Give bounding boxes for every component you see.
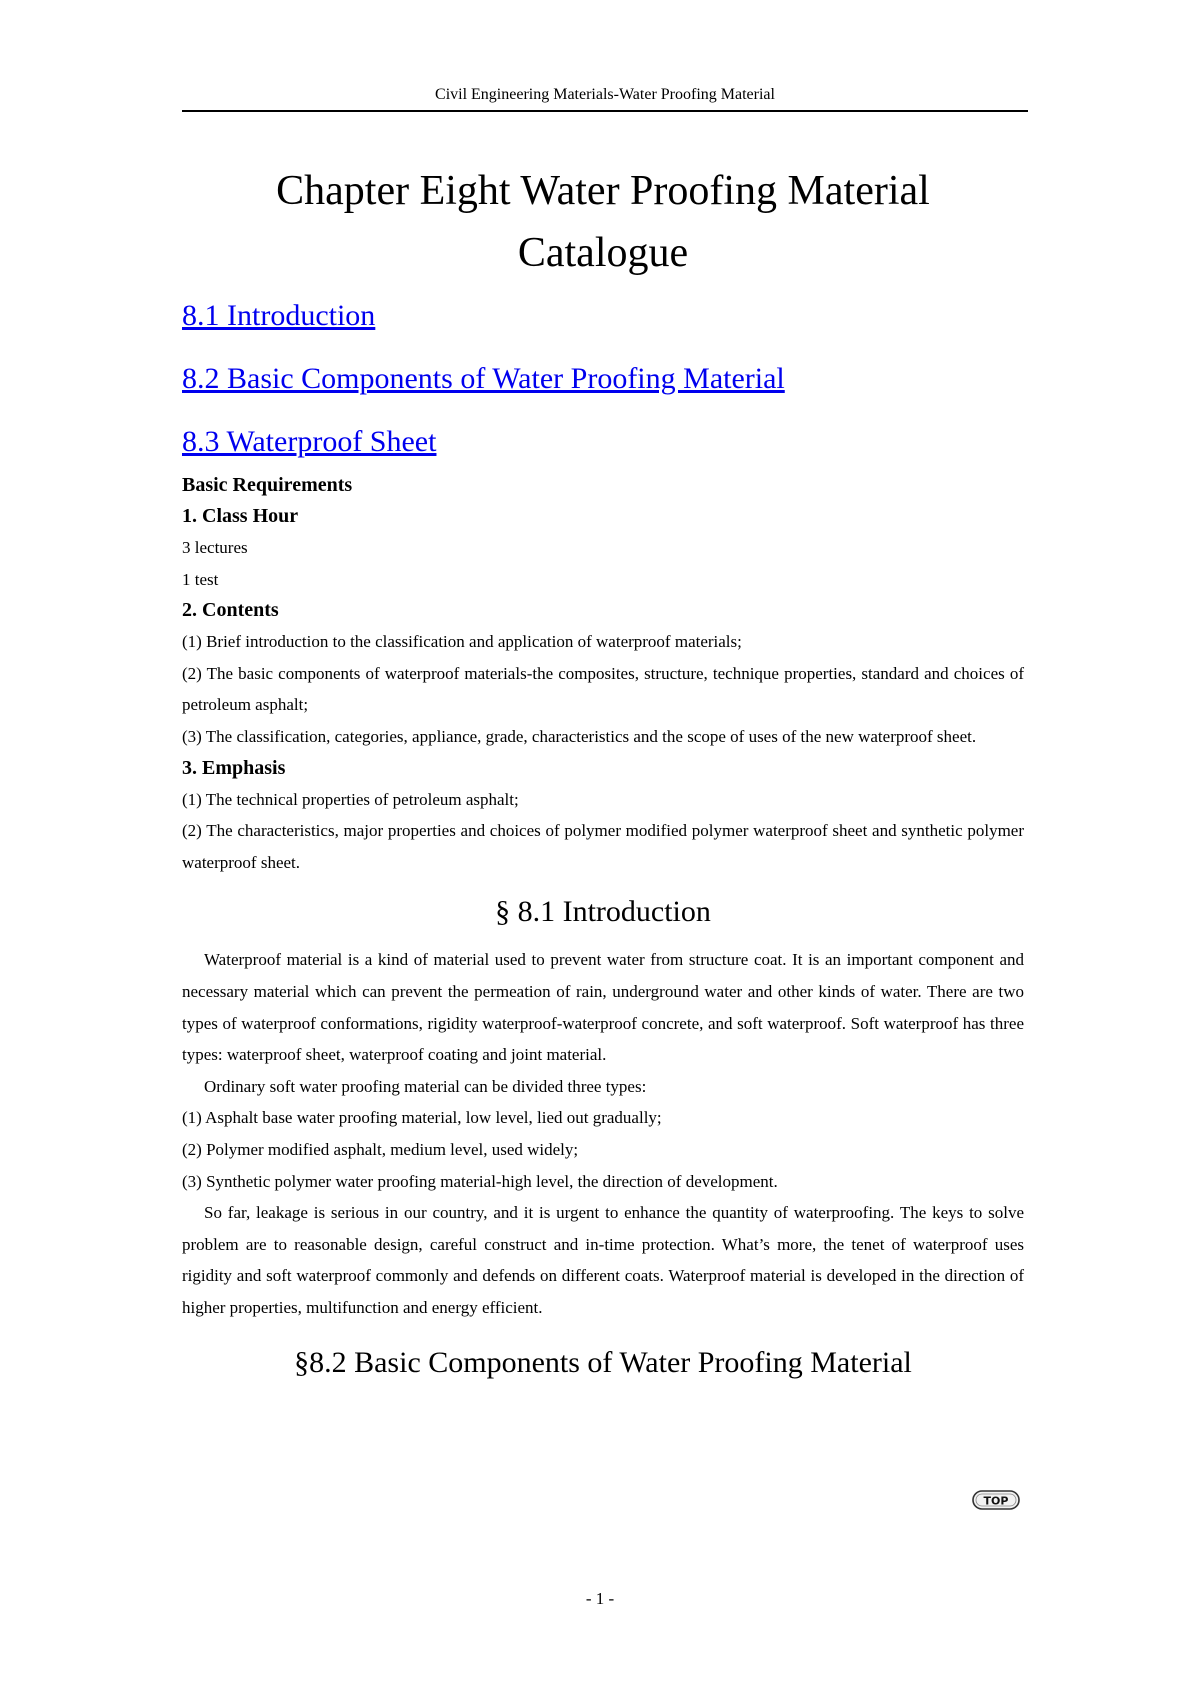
top-button-icon: [972, 1490, 1020, 1510]
document-body: [182, 160, 1024, 1395]
toc-link-8-1[interactable]: 8.1 Introduction: [182, 299, 376, 332]
intro-paragraph: So far, leakage is serious in our country, and it is urgent to enhance the quantity of waterproofing. The keys to solve problem are to reasonable design, careful construct and in-time protection. What’s more, the tenet of waterproof uses rigidity and soft waterproof commonly and defends on different coats. Waterproof material is developed in the direction of higher properties, multifunction and energy efficient.: [182, 1203, 1024, 1317]
contents-heading: 2. Contents: [182, 599, 279, 622]
running-header-title: Civil Engineering Materials-Water Proofing Material: [435, 86, 775, 103]
back-to-top-button[interactable]: [972, 1490, 1020, 1510]
list-item: (2) Polymer modified asphalt, medium level, used widely;: [182, 1139, 579, 1159]
catalogue-title: Catalogue: [517, 230, 689, 276]
class-hour-heading: 1. Class Hour: [182, 505, 299, 527]
emphasis-item: (1) The technical properties of petroleum asphalt;: [182, 789, 519, 809]
section-8-2-title: §8.2 Basic Components of Water Proofing Material: [294, 1346, 912, 1380]
emphasis-item: (2) The characteristics, major properties and choices of polymer modified polymer waterproof sheet and synthetic polymer waterproof sheet.: [182, 821, 1024, 872]
class-hour-item: 3 lectures: [182, 538, 248, 557]
section-8-1-title: § 8.1 Introduction: [495, 895, 711, 929]
intro-paragraph: Waterproof material is a kind of material used to prevent water from structure coat. It is an important component and necessary material which can prevent the permeation of rain, underground water and other kinds of water. There are two types of waterproof conformations, rigidity waterproof-waterproof concrete, and soft waterproof. Soft waterproof has three types: waterproof sheet, waterproof coating and joint material.: [182, 950, 1024, 1065]
list-item: (1) Asphalt base water proofing material, low level, lied out gradually;: [182, 1108, 662, 1128]
toc-link-8-2[interactable]: 8.2 Basic Components of Water Proofing Material: [182, 362, 785, 395]
chapter-title-text: Chapter Eight Water Proofing Material: [276, 168, 930, 214]
running-header: [182, 84, 1028, 112]
top-button-label: TOP: [983, 1494, 1009, 1508]
intro-paragraph: Ordinary soft water proofing material can be divided three types:: [204, 1076, 647, 1096]
toc-link-8-3[interactable]: 8.3 Waterproof Sheet: [182, 425, 437, 458]
emphasis-heading: 3. Emphasis: [182, 756, 286, 779]
class-hour-item: 1 test: [182, 569, 219, 589]
contents-item: (3) The classification, categories, appliance, grade, characteristics and the scope of uses of the new waterproof sheet.: [182, 726, 977, 746]
contents-item: (1) Brief introduction to the classification and application of waterproof materials;: [182, 632, 742, 652]
basic-requirements-heading: Basic Requirements: [182, 474, 353, 496]
list-item: (3) Synthetic polymer water proofing material-high level, the direction of development.: [182, 1171, 778, 1191]
contents-item: (2) The basic components of waterproof materials-the composites, structure, technique properties, standard and choices of petroleum asphalt;: [182, 663, 1024, 715]
page-number: - 1 -: [585, 1589, 615, 1608]
chapter-title: [182, 160, 1024, 284]
